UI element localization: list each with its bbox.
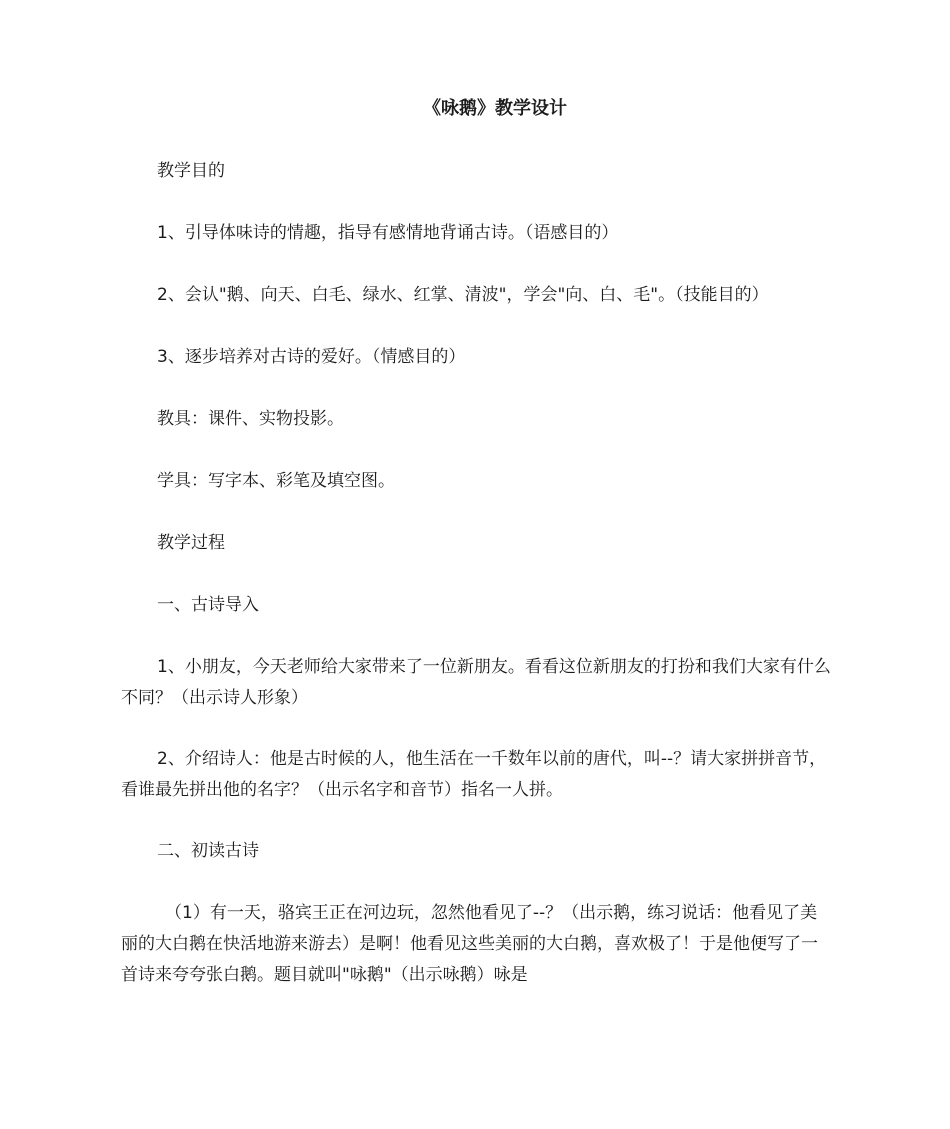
paragraph-step-1: 1、小朋友，今天老师给大家带来了一位新朋友。看看这位新朋友的打扮和我们大家有什么不同？（出示诗人形象）	[121, 657, 831, 708]
paragraph-learning-aids: 学具：写字本、彩笔及填空图。	[157, 471, 395, 491]
paragraph-teaching-aids: 教具：课件、实物投影。	[157, 409, 344, 429]
paragraph-goal-3: 3、逐步培养对古诗的爱好。（情感目的）	[157, 347, 466, 367]
paragraph-section-2-heading: 二、初读古诗	[157, 841, 259, 861]
paragraph-teaching-process-heading: 教学过程	[157, 533, 225, 553]
paragraph-goal-1: 1、引导体味诗的情趣，指导有感情地背诵古诗。（语感目的）	[157, 223, 619, 243]
paragraph-step-2: 2、介绍诗人：他是古时候的人，他生活在一千数年以前的唐代，叫--？请大家拼拼音节，看谁最先拼出他的名字？（出示名字和音节）指名一人拼。	[121, 749, 827, 800]
paragraph-reading-intro: （1）有一天，骆宾王正在河边玩，忽然他看见了--？（出示鹅，练习说话：他看见了美丽的大白鹅在快活地游来游去）是啊！他看见这些美丽的大白鹅，喜欢极了！于是他便写了一首诗来夸夸张白鹅。题目就叫"咏鹅"（出示咏鹅）咏是	[121, 903, 818, 985]
paragraph-goal-2: 2、会认"鹅、向天、白毛、绿水、红掌、清波"，学会"向、白、毛"。（技能目的）	[157, 285, 769, 305]
paragraph-section-1-heading: 一、古诗导入	[157, 595, 259, 615]
document-title: 《咏鹅》教学设计	[423, 98, 567, 119]
paragraph-teaching-goals-heading: 教学目的	[157, 161, 225, 181]
